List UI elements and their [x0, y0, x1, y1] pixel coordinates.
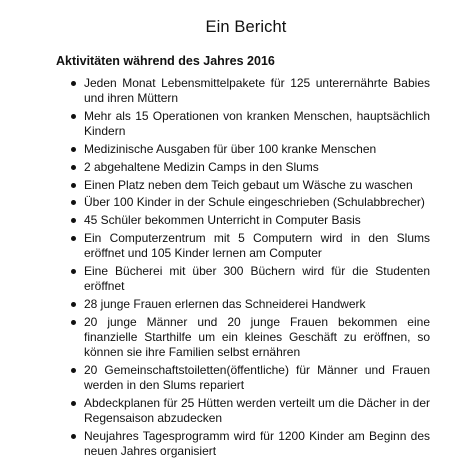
list-item	[84, 213, 430, 228]
list-item-text: Abdeckplanen für 25 Hütten werden verteilt um die Dächer in der Regensaison abzudecken	[84, 395, 430, 426]
list-item-text: 2 abgehaltene Medizin Camps in den Slums	[84, 159, 319, 174]
bullet-icon	[71, 165, 76, 170]
list-item	[84, 264, 430, 294]
list-item-text: Jeden Monat Lebensmittelpakete für 125 unterernährte Babies und ihren Müttern	[84, 76, 430, 106]
list-item	[84, 315, 430, 361]
list-item	[84, 231, 430, 261]
bullet-icon	[71, 269, 76, 274]
list-item	[84, 195, 430, 210]
list-item	[84, 178, 430, 193]
bullet-icon	[71, 147, 76, 152]
list-item	[84, 76, 430, 106]
bullet-icon	[71, 200, 76, 205]
list-item	[84, 429, 430, 459]
bullet-icon	[71, 434, 76, 439]
list-item	[84, 142, 430, 157]
section-heading: Aktivitäten während des Jahres 2016	[56, 54, 275, 68]
list-item	[84, 109, 430, 139]
bullet-icon	[71, 401, 76, 406]
list-item-text: Mehr als 15 Operationen von kranken Menschen, hauptsächlich Kindern	[84, 109, 430, 139]
list-item-text: Über 100 Kinder in der Schule eingeschrieben (Schulabbrecher)	[84, 195, 425, 210]
list-item-text: Medizinische Ausgaben für über 100 kranke Menschen	[84, 142, 377, 156]
bullet-icon	[71, 368, 76, 373]
bullet-icon	[71, 81, 76, 86]
list-item	[84, 160, 430, 175]
list-item-text: Ein Computerzentrum mit 5 Computern wird in den Slums eröffnet und 105 Kinder lernen am Computer	[84, 230, 430, 261]
bullet-icon	[71, 302, 76, 307]
list-item	[84, 396, 430, 426]
list-item-text: 20 junge Männer und 20 junge Frauen bekommen eine finanzielle Starthilfe um ein kleines Geschäft zu eröffnen, so können sie ihre Familien selbst ernähren	[84, 314, 430, 360]
list-item	[84, 297, 430, 312]
list-item-text: 28 junge Frauen erlernen das Schneiderei Handwerk	[84, 296, 366, 311]
list-item-text: Neujahres Tagesprogramm wird für 1200 Kinder am Beginn des neuen Jahres organisiert	[84, 428, 430, 459]
bullet-icon	[71, 183, 76, 188]
bullet-icon	[71, 218, 76, 223]
document-title: Ein Bericht	[205, 18, 287, 36]
bullet-icon	[71, 320, 76, 325]
list-item	[84, 363, 430, 393]
list-item-text: Eine Bücherei mit über 300 Büchern wird für die Studenten eröffnet	[84, 263, 430, 294]
activities-list	[56, 76, 430, 459]
list-item-text: Einen Platz neben dem Teich gebaut um Wäsche zu waschen	[84, 177, 413, 192]
list-item-text: 20 Gemeinschaftstoiletten(öffentliche) für Männer und Frauen werden in den Slums repariert	[84, 362, 430, 393]
list-item-text: 45 Schüler bekommen Unterricht in Computer Basis	[84, 213, 361, 228]
bullet-icon	[71, 114, 76, 119]
bullet-icon	[71, 236, 76, 241]
